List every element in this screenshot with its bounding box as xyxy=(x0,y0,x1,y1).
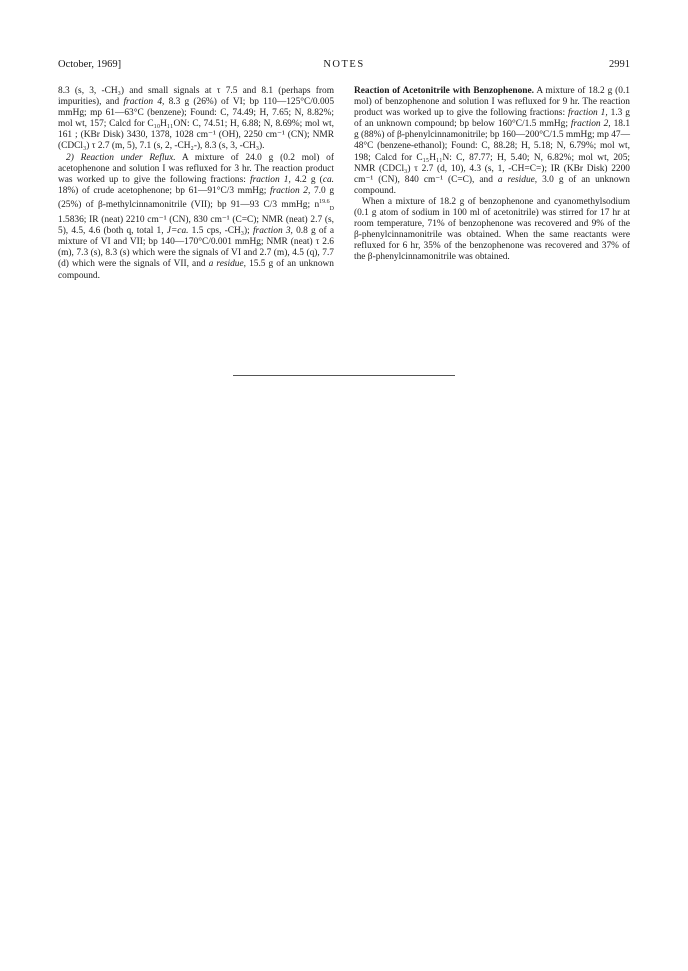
issue-date: October, 1969] xyxy=(58,59,122,70)
end-rule-divider xyxy=(233,375,455,376)
running-head xyxy=(58,58,630,72)
right-column xyxy=(354,86,630,264)
paragraph-fraction-data: 8.3 (s, 3, -CH₃) and small signals at τ 7.5 and 8.1 (perhaps from impurities), and fraction 4, 8.3 g (26%) of VI; bp 110—125°C/0.005 mmHg; mp 61—63°C (benzene); Found: C, 74.49; H, 7.65; N, 8.82%; mol wt, 157; Calcd for C₁₀H₁₁ON: C, 74.51; H, 6.88; N, 8.69%; mol wt, 161 ; (KBr Disk) 3430, 1378, 1028 cm⁻¹ (OH), 2250 cm⁻¹ (CN); NMR (CDCl₃) τ 2.7 (m, 5), 7.1 (s, 2, -CH₂-), 8.3 (s, 3, -CH₃). xyxy=(58,86,335,152)
paragraph-cyanomethylsodium: When a mixture of 18.2 g of benzophenone and cyanomethylsodium (0.1 g atom of sodium in 100 ml of acetonitrile) was stirred for 17 hr at room temperature, 71% of benzophenone was recovered and 9% of the β-phenylcinnamonitrile was obtained. When the same reactants were refluxed for 6 hr, 35% of the benzophenone was recovered and 37% of the β-phenylcinnamonitrile was obtained. xyxy=(354,196,630,263)
section-heading: Reaction of Acetonitrile with Benzophenone. xyxy=(354,86,535,96)
subsection-heading: 2) Reaction under Reflux. xyxy=(66,152,176,163)
paragraph-reflux-reaction: 2) Reaction under Reflux. A mixture of 24.0 g (0.2 mol) of acetophenone and solution I was refluxed for 3 hr. The reaction product was worked up to give the following fractions: fraction 1, 4.2 g (ca. 18%) of crude acetophenone; bp 61—91°C/3 mmHg; fraction 2, 7.0 g (25%) of β-methylcinnamonitrile (VII); bp 91—93 C/3 mmHg; $n^{19.6}_D$ 1.5836; IR (neat) 2210 cm⁻¹ (CN), 830 cm⁻¹ (C=C); NMR (neat) 2.7 (s, 5), 4.5, 4.6 (both q, total 1, J=ca. 1.5 cps, -CH₃); fraction 3, 0.8 g of a mixture of VI and VII; bp 140—170°C/0.001 mmHg; NMR (neat) τ 2.6 (m), 7.3 (s), 8.3 (s) which were the signals of VI and 2.7 (m), 4.5 (q), 7.7 (d) which were the signals of VII, and a residue, 15.5 g of an unknown compound. xyxy=(58,152,335,281)
page-number: 2991 xyxy=(609,59,630,70)
left-column xyxy=(58,86,334,282)
paragraph-benzophenone-reaction: Reaction of Acetonitrile with Benzophenone. A mixture of 18.2 g (0.1 mol) of benzophenone and solution I was refluxed for 9 hr. The reaction product was worked up to give the following fractions: fraction 1, 1.3 g of an unknown compound; bp below 160°C/1.5 mmHg; fraction 2, 18.1 g (88%) of β-phenylcinnamonitrile; bp 160—200°C/1.5 mmHg; mp 47—48°C (benzene-ethanol); Found: C, 88.28; H, 5.18; N, 6.79%; mol wt, 198; Calcd for C₁₅H₁₁N: C, 87.77; H, 5.40; N, 6.82%; mol wt, 205; NMR (CDCl₃) τ 2.7 (d, 10), 4.3 (s, 1, -CH=C=); IR (KBr Disk) 2200 cm⁻¹ (CN), 840 cm⁻¹ (C=C), and a residue, 3.0 g of an unknown compound. xyxy=(354,86,631,196)
section-title: NOTES xyxy=(323,59,365,70)
